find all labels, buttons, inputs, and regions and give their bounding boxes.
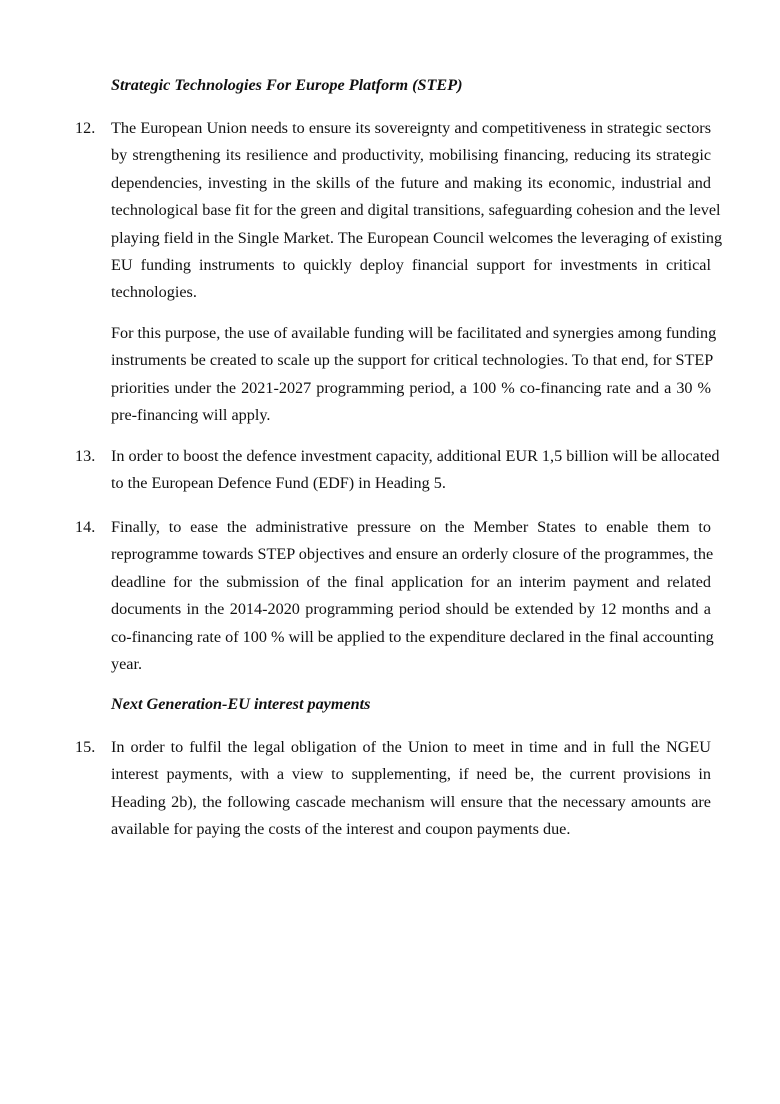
paragraph	[111, 320, 717, 430]
text-line: deadline for the submission of the final application for an interim payment and related	[111, 572, 711, 591]
section-heading-ngeu: Next Generation-EU interest payments	[111, 695, 371, 713]
item-number: 12.	[75, 119, 96, 137]
item-number: 15.	[75, 738, 96, 756]
text-line: documents in the 2014-2020 programming period should be extended by 12 months and a	[111, 600, 711, 619]
text-line: Finally, to ease the administrative pressure on the Member States to enable them to	[111, 518, 711, 536]
paragraph	[111, 443, 720, 498]
text-line: interest payments, with a view to supplementing, if need be, the current provisions in	[111, 765, 711, 784]
text-line: dependencies, investing in the skills of the future and making its economic, industrial and	[111, 173, 711, 192]
text-line: EU funding instruments to quickly deploy financial support for investments in critical	[111, 255, 711, 274]
paragraph	[111, 514, 714, 678]
text-line: by strengthening its resilience and productivity, mobilising financing, reducing its strategic	[111, 146, 711, 165]
text-line: year.	[111, 654, 143, 673]
text-line: For this purpose, the use of available funding will be facilitated and synergies among funding	[111, 324, 717, 342]
text-line: The European Union needs to ensure its sovereignty and competitiveness in strategic sectors	[111, 119, 711, 137]
text-line: technologies.	[111, 283, 197, 302]
text-line: In order to boost the defence investment capacity, additional EUR 1,5 billion will be allocated	[111, 447, 720, 465]
text-line: available for paying the costs of the interest and coupon payments due.	[111, 820, 571, 839]
text-line: Heading 2b), the following cascade mechanism will ensure that the necessary amounts are	[111, 792, 711, 811]
text-line: priorities under the 2021-2027 programming period, a 100 % co-financing rate and a 30 %	[111, 378, 711, 397]
paragraph	[111, 734, 711, 844]
text-line: pre-financing will apply.	[111, 406, 271, 425]
item-number: 14.	[75, 518, 96, 536]
paragraph	[111, 115, 723, 307]
text-line: to the European Defence Fund (EDF) in Heading 5.	[111, 474, 446, 493]
text-line: reprogramme towards STEP objectives and ensure an orderly closure of the programmes, the	[111, 545, 714, 564]
section-heading-step: Strategic Technologies For Europe Platform (STEP)	[111, 76, 463, 94]
item-number: 13.	[75, 447, 96, 465]
text-line: technological base fit for the green and digital transitions, safeguarding cohesion and the level	[111, 201, 721, 220]
text-line: In order to fulfil the legal obligation of the Union to meet in time and in full the NGEU	[111, 738, 711, 756]
text-line: playing field in the Single Market. The European Council welcomes the leveraging of existing	[111, 228, 723, 247]
text-line: co-financing rate of 100 % will be applied to the expenditure declared in the final accounting	[111, 627, 714, 646]
text-line: instruments be created to scale up the support for critical technologies. To that end, for STEP	[111, 351, 714, 370]
